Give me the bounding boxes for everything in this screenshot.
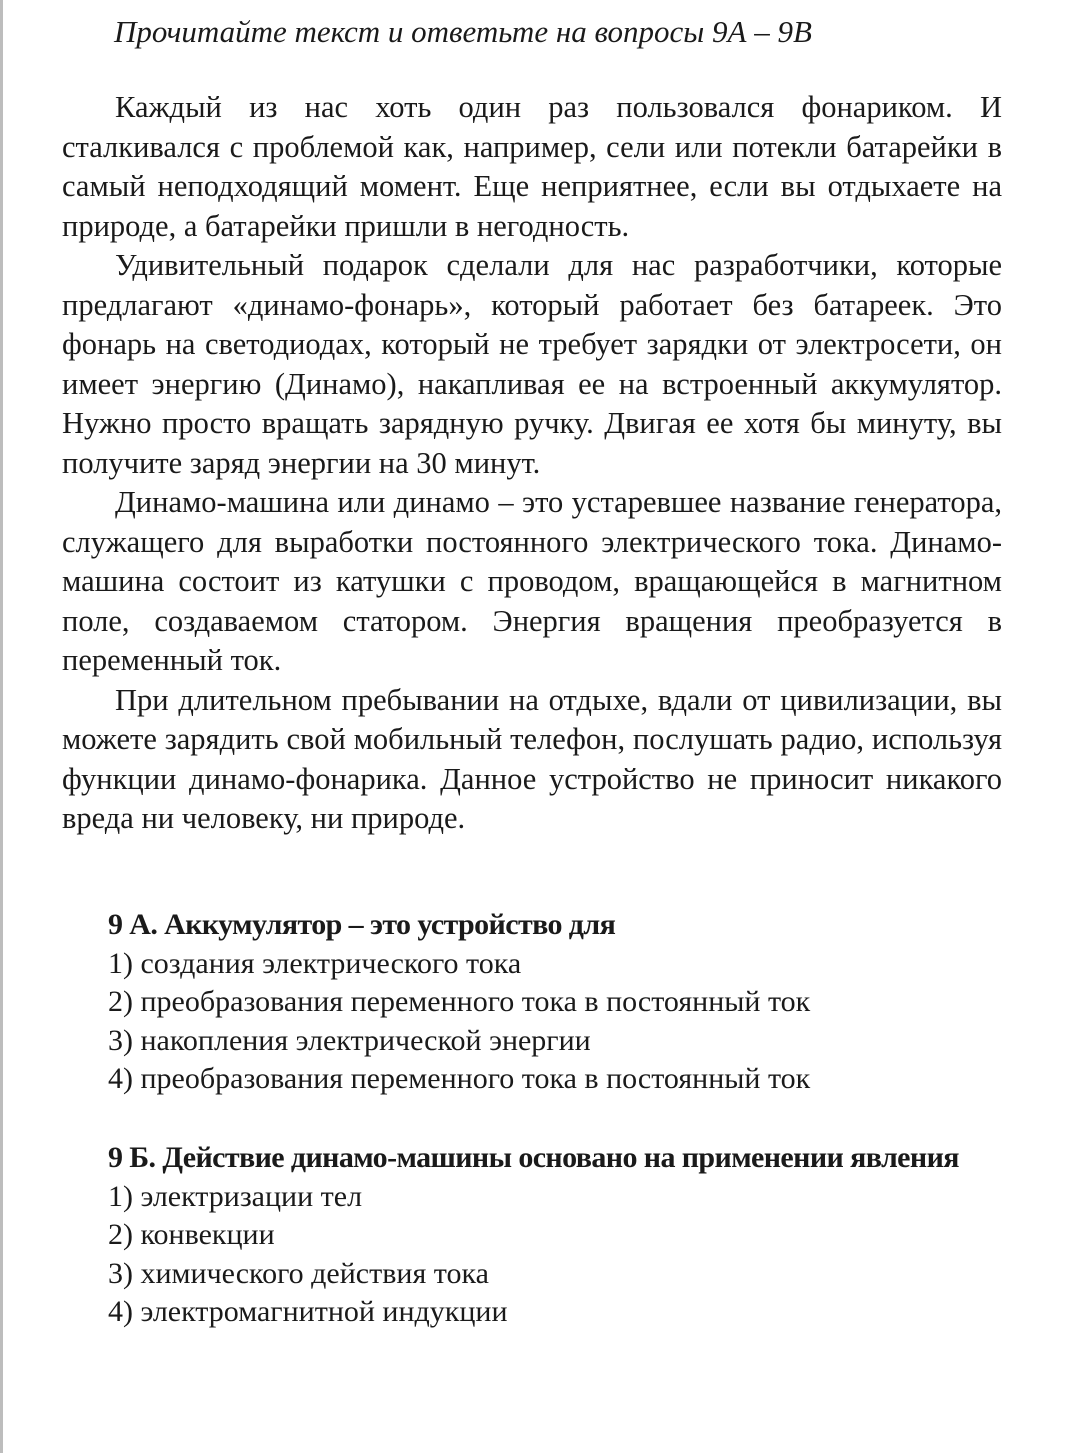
paragraph-1: Каждый из нас хоть один раз пользовался фонариком. И сталкивался с проблемой как, например, сели или потекли батарейки в самый неподходящий момент. Еще неприятнее, если вы отдыхаете на природе, а батарейки пришли в негодность. [62,90,1002,243]
answer-option: 3) химического действия тока [108,1256,489,1290]
answer-option: 1) создания электрического тока [108,946,522,980]
question-9b [108,1139,1008,1332]
answer-option: 2) преобразования переменного тока в постоянный ток [108,985,811,1018]
answer-option: 1) электризации тел [108,1179,363,1213]
answer-option: 4) электромагнитной индукции [108,1295,508,1328]
instruction-heading: Прочитайте текст и ответьте на вопросы 9А – 9В [114,14,812,49]
question-9a [108,906,1008,1099]
paragraph-4: При длительном пребывании на отдыхе, вдали от цивилизации, вы можете зарядить свой мобильный телефон, послушать радио, используя функции динамо-фонарика. Данное устройство не приносит никакого вреда ни человеку, ни природе. [62,682,1002,835]
answer-options [108,945,1008,1099]
question-title: 9 А. Аккумулятор – это устройство для [108,908,616,941]
answer-options [108,1178,1008,1332]
answer-option: 4) преобразования переменного тока в постоянный ток [108,1062,811,1095]
paragraph-2: Удивительный подарок сделали для нас разработчики, которые предлагают «динамо-фонарь», который работает без батареек. Это фонарь на светодиодах, который не требует зарядки от электросети, он имеет энергию (Динамо), накапливая ее на встроенный аккумулятор. Нужно просто вращать зарядную ручку. Двигая ее хотя бы минуту, вы получите заряд энергии на 30 минут. [62,248,1002,480]
page-edge-line [0,0,3,1453]
answer-option: 3) накопления электрической энергии [108,1023,591,1057]
article-text [62,88,1002,839]
paragraph-3: Динамо-машина или динамо – это устаревшее название генератора, служащего для выработки постоянного электрического тока. Динамо-машина состоит из катушки с проводом, вращающейся в магнитном поле, создаваемом статором. Энергия вращения преобразуется в переменный ток. [62,485,1002,677]
question-title: 9 Б. Действие динамо-машины основано на применении явления [108,1141,959,1174]
answer-option: 2) конвекции [108,1218,275,1251]
